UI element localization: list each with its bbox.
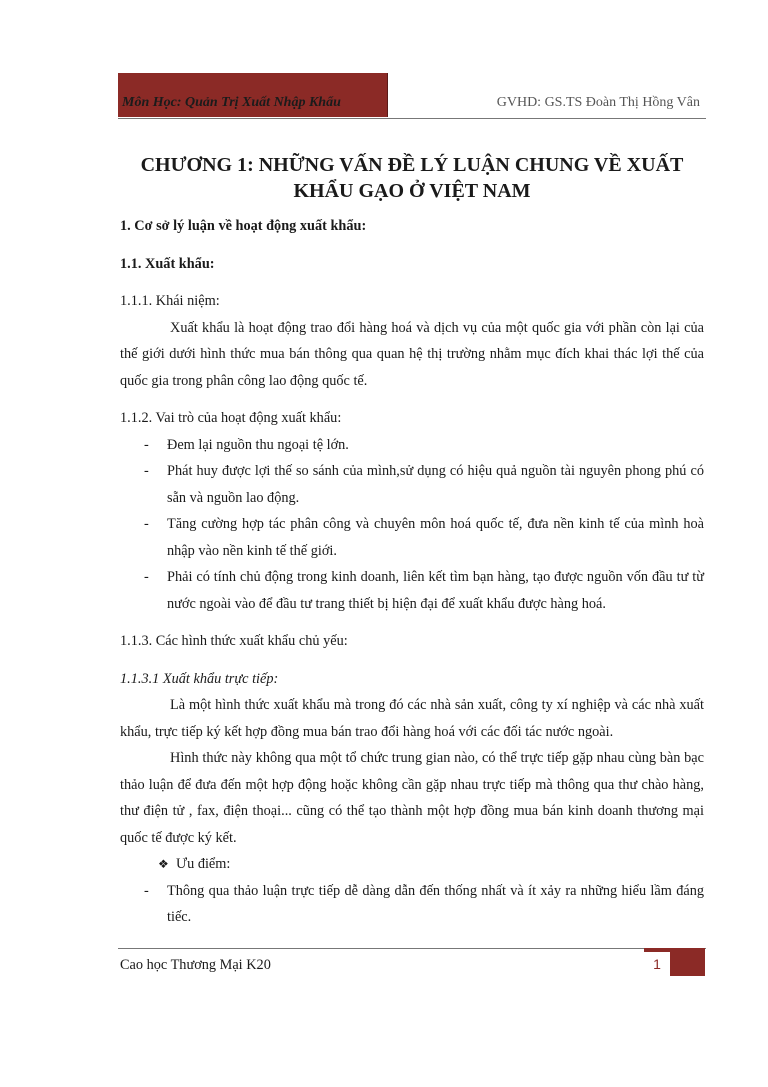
list-item (120, 851, 704, 878)
chapter-title-line2: KHẨU GẠO Ở VIỆT NAM (293, 180, 531, 202)
role-item-text: Phát huy được lợi thế so sánh của mình,sử dụng có hiệu quả nguồn tài nguyên phong phú có sẵn và nguồn lao động. (167, 463, 704, 506)
advantage-item-text: Thông qua thảo luận trực tiếp dễ dàng dẫn đến thống nhất và ít xảy ra những hiểu lầm đáng tiếc. (167, 882, 704, 925)
direct-export-detail-paragraph: Hình thức này không qua một tổ chức trung gian nào, có thể trực tiếp gặp nhau cùng bàn bạc thảo luận để đưa đến một hợp động hoặc không cần gặp nhau trực tiếp mà thông qua thư chào hàng, thư điện tử , fax, điện thoại... cũng có thể tạo thành một hợp đồng mua bán kinh doanh thương mại quốc tế được ký kết. (120, 750, 704, 846)
role-item-text: Tăng cường hợp tác phân công và chuyên môn hoá quốc tế, đưa nền kinh tế của mình hoà nhập vào nền kinh tế thế giới. (167, 516, 704, 559)
footer-divider (118, 948, 706, 949)
chapter-title (118, 152, 706, 204)
section-heading-1-1-3-1: 1.1.3.1 Xuất khẩu trực tiếp: (120, 670, 279, 687)
list-item (120, 564, 704, 617)
page-number: 1 (644, 952, 670, 976)
diamond-bullet-icon: ❖ (158, 857, 169, 871)
list-item (120, 458, 704, 511)
chapter-title-line1: CHƯƠNG 1: NHỮNG VẤN ĐỀ LÝ LUẬN CHUNG VỀ XUẤT (140, 154, 684, 176)
section-heading-1-1-1: 1.1.1. Khái niệm: (120, 293, 220, 309)
dash-bullet-icon: - (144, 436, 149, 453)
document-body (120, 213, 704, 931)
definition-paragraph: Xuất khẩu là hoạt động trao đổi hàng hoá và dịch vụ của một quốc gia với phần còn lại của thế giới dưới hình thức mua bán thông qua quan hệ thị trường nhằm mục đích khai thác lợi thế của quốc gia trong phân công lao động quốc tế. (120, 319, 704, 389)
section-heading-1-1: 1.1. Xuất khẩu: (120, 255, 215, 272)
header-course-title: Môn Học: Quản Trị Xuất Nhập Khẩu (122, 95, 341, 110)
advantage-label: Ưu điểm: (176, 856, 231, 872)
header-instructor: GVHD: GS.TS Đoàn Thị Hồng Vân (496, 95, 700, 110)
role-item-text: Đem lại nguồn thu ngoại tệ lớn. (167, 436, 349, 453)
direct-export-paragraph: Là một hình thức xuất khẩu mà trong đó các nhà sản xuất, công ty xí nghiệp và các nhà xuất khẩu, trực tiếp ký kết hợp đồng mua bán trao đổi hàng hoá với các đối tác nước ngoài. (120, 697, 704, 740)
footer-course: Cao học Thương Mại K20 (120, 957, 271, 973)
header-divider (118, 118, 706, 119)
dash-bullet-icon: - (144, 569, 149, 585)
list-item (120, 878, 704, 931)
dash-bullet-icon: - (144, 463, 149, 479)
dash-bullet-icon: - (144, 882, 149, 899)
role-item-text: Phải có tính chủ động trong kinh doanh, liên kết tìm bạn hàng, tạo được nguồn vốn đầu tư từ nước ngoài vào để đầu tư trang thiết bị hiện đại để xuất khẩu được hàng hoá. (167, 569, 704, 612)
dash-bullet-icon: - (144, 516, 149, 532)
list-item (120, 432, 704, 459)
section-heading-1-1-3: 1.1.3. Các hình thức xuất khẩu chủ yếu: (120, 633, 348, 649)
list-item (120, 511, 704, 564)
section-heading-1-1-2: 1.1.2. Vai trò của hoạt động xuất khẩu: (120, 410, 342, 426)
section-heading-1: 1. Cơ sở lý luận về hoạt động xuất khẩu: (120, 218, 367, 234)
